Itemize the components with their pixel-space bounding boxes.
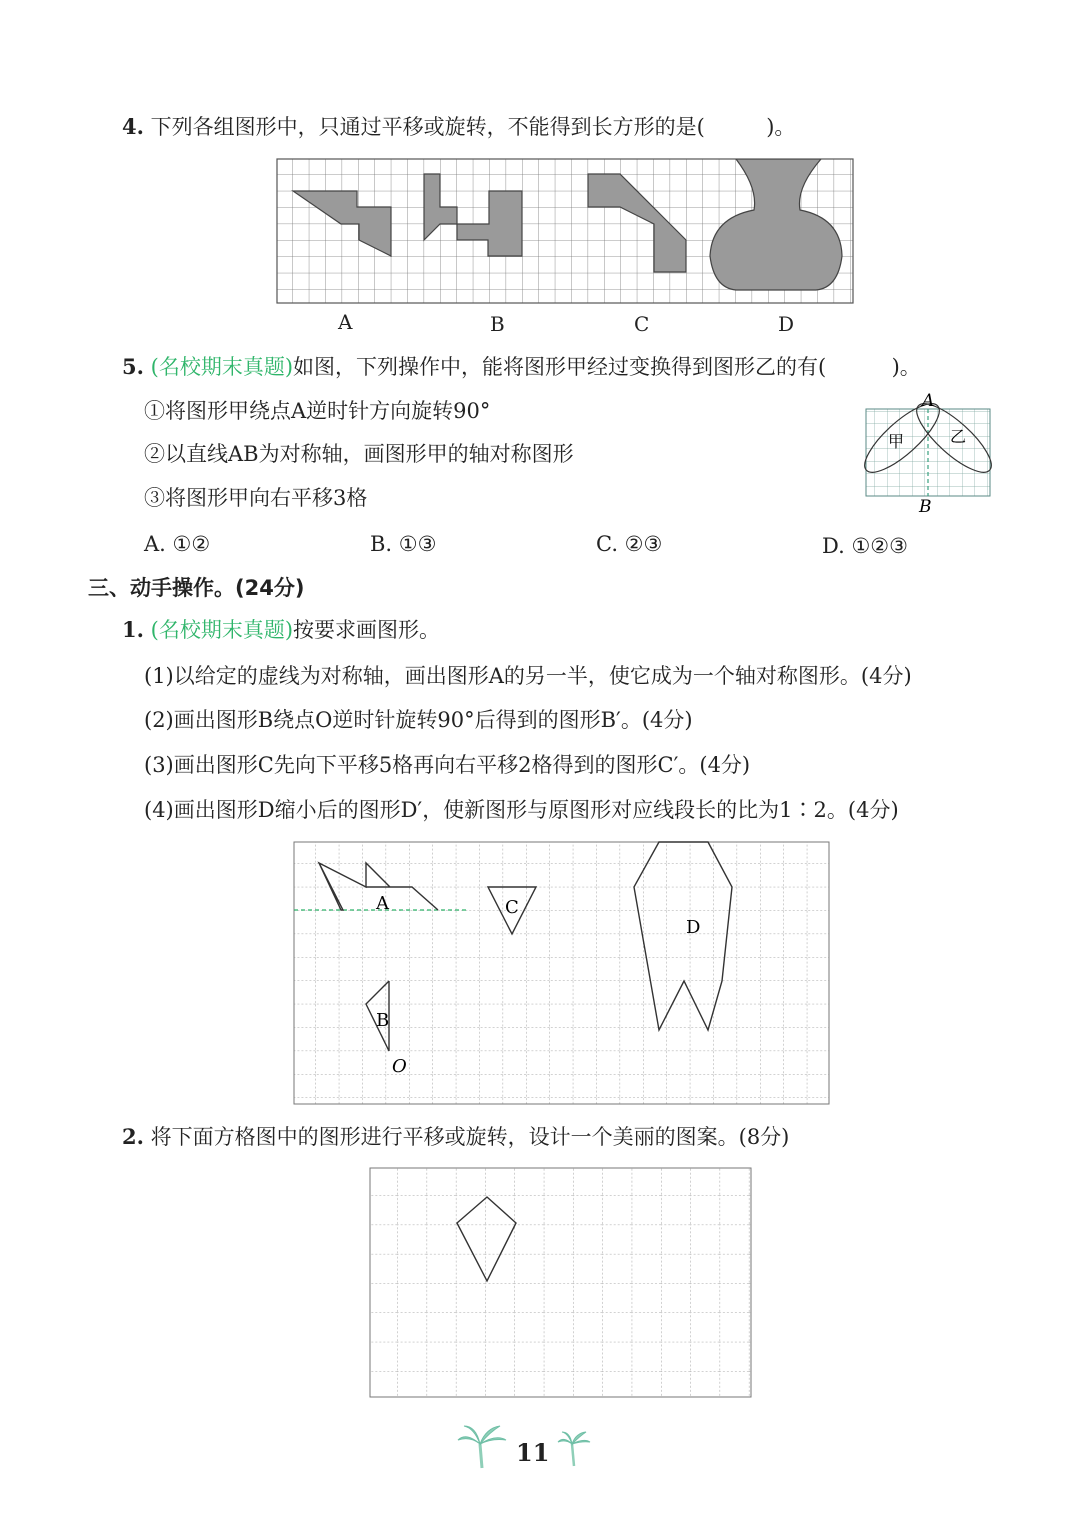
p1-line (122, 617, 440, 643)
q5-choice-b[interactable]: B. ①③ (370, 532, 437, 556)
q4-number: 4. (122, 114, 144, 139)
q5-tag: (名校期末真题) (150, 355, 294, 379)
q4-option-a[interactable]: A (338, 310, 353, 334)
q5-item-3: ③将图形甲向右平移3格 (144, 486, 368, 510)
q5-line (122, 354, 921, 380)
q4-close: )。 (766, 115, 796, 139)
q5-text: 如图，下列操作中，能将图形甲经过变换得到图形乙的有( (293, 355, 827, 379)
q5-close: )。 (891, 355, 921, 379)
q5-figure (862, 386, 996, 520)
q5-choice-d[interactable]: D. ①②③ (822, 534, 908, 558)
palm-tree-right-icon (556, 1430, 592, 1468)
p1-item-1: (1)以给定的虚线为对称轴，画出图形A的另一半，使它成为一个轴对称图形。(4分) (144, 664, 912, 688)
q5-label-jia: 甲 (888, 432, 905, 451)
q5-item-2: ②以直线AB为对称轴，画图形甲的轴对称图形 (144, 442, 574, 466)
p1-label-o: O (392, 1056, 407, 1077)
q4-option-d[interactable]: D (778, 312, 795, 336)
q5-label-a: A (922, 391, 935, 411)
q5-number: 5. (122, 354, 144, 379)
p2-line (122, 1124, 789, 1150)
p2-grid-figure (368, 1166, 754, 1400)
p1-grid[interactable] (294, 842, 829, 1104)
q4-option-b[interactable]: B (490, 312, 505, 336)
q5-item-1: ①将图形甲绕点A逆时针方向旋转90° (144, 399, 491, 423)
section-3-title: 三、动手操作。(24分) (88, 576, 305, 600)
p1-label-a: A (376, 893, 389, 914)
palm-tree-left-icon (456, 1424, 508, 1470)
p1-number: 1. (122, 617, 144, 642)
q4-line (122, 114, 795, 140)
p1-item-4: (4)画出图形D缩小后的图形D′，使新图形与原图形对应线段长的比为1∶2。(4分) (144, 798, 899, 822)
p1-label-b: B (376, 1010, 390, 1031)
p1-item-3: (3)画出图形C先向下平移5格再向右平移2格得到的图形C′。(4分) (144, 753, 751, 777)
q4-option-c[interactable]: C (634, 312, 650, 336)
p1-text: 按要求画图形。 (293, 618, 441, 642)
p2-number: 2. (122, 1124, 144, 1149)
q5-label-b: B (919, 497, 932, 517)
p2-text: 将下面方格图中的图形进行平移或旋转，设计一个美丽的图案。(8分) (150, 1125, 790, 1149)
p1-item-2: (2)画出图形B绕点O逆时针旋转90°后得到的图形B′。(4分) (144, 708, 693, 732)
p2-grid[interactable] (370, 1168, 751, 1397)
q4-text: 下列各组图形中，只通过平移或旋转，不能得到长方形的是( (150, 115, 705, 139)
q4-grid-figure (276, 158, 856, 306)
p1-label-c: C (505, 897, 519, 918)
p1-tag: (名校期末真题) (150, 618, 294, 642)
p1-grid-figure (292, 840, 832, 1106)
q5-label-yi: 乙 (950, 427, 967, 446)
page-number: 11 (516, 1438, 550, 1467)
q5-choice-c[interactable]: C. ②③ (596, 532, 663, 556)
q5-choice-a[interactable]: A. ①② (144, 532, 211, 556)
p1-label-d: D (686, 917, 701, 938)
